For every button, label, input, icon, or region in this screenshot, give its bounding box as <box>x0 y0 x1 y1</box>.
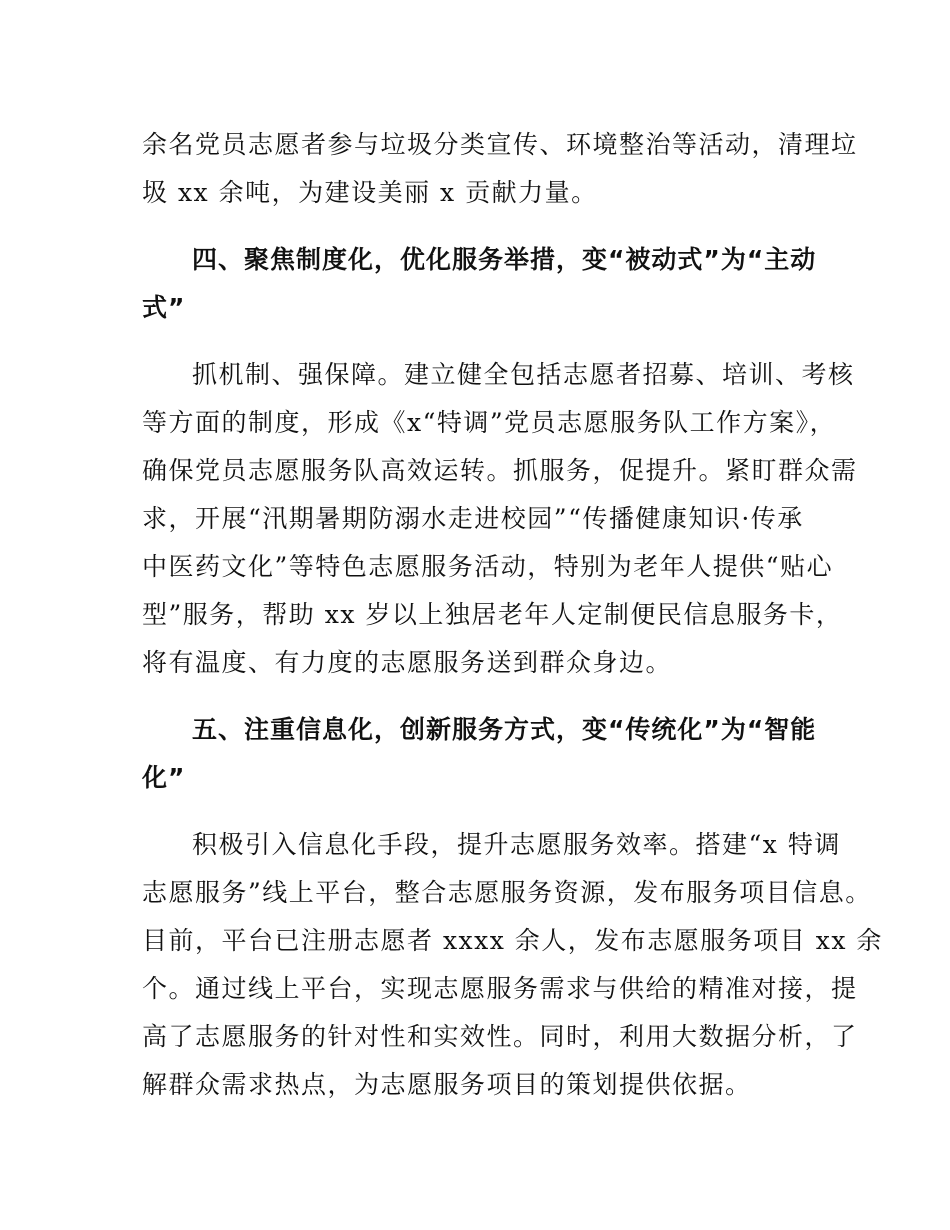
section-heading: 四、聚焦制度化，优化服务举措，变“被动式”为“主动 <box>192 245 817 274</box>
section-heading: 化” <box>142 763 186 792</box>
paragraph-line: 将有温度、有力度的志愿服务送到群众身边。 <box>142 648 673 677</box>
paragraph-line: 等方面的制度，形成《x“特调”党员志愿服务队工作方案》， <box>142 408 837 437</box>
paragraph-line: 个。通过线上平台，实现志愿服务需求与供给的精准对接，提 <box>142 974 858 1003</box>
paragraph-line: 求，开展“汛期暑期防溺水走进校园”“传播健康知识·传承 <box>142 504 804 533</box>
paragraph-line: 型”服务，帮助 xx 岁以上独居老年人定制便民信息服务卡， <box>142 600 843 629</box>
paragraph-line: 抓机制、强保障。建立健全包括志愿者招募、培训、考核 <box>192 360 855 389</box>
paragraph-line: 高了志愿服务的针对性和实效性。同时，利用大数据分析，了 <box>142 1022 858 1051</box>
paragraph-line: 积极引入信息化手段，提升志愿服务效率。搭建“x 特调 <box>192 830 841 859</box>
paragraph-line: 志愿服务”线上平台，整合志愿服务资源，发布服务项目信息。 <box>142 878 872 907</box>
paragraph-line: 余名党员志愿者参与垃圾分类宣传、环境整治等活动，清理垃 <box>142 130 858 159</box>
section-heading: 式” <box>142 293 186 322</box>
section-heading: 五、注重信息化，创新服务方式，变“传统化”为“智能 <box>192 715 817 744</box>
paragraph-line: 解群众需求热点，为志愿服务项目的策划提供依据。 <box>142 1070 752 1099</box>
paragraph-line: 确保党员志愿服务队高效运转。抓服务，促提升。紧盯群众需 <box>142 456 858 485</box>
paragraph-line: 目前，平台已注册志愿者 xxxx 余人，发布志愿服务项目 xx 余 <box>142 926 883 955</box>
paragraph-line: 中医药文化”等特色志愿服务活动，特别为老年人提供“贴心 <box>142 552 834 581</box>
paragraph-line: 圾 xx 余吨，为建设美丽 x 贡献力量。 <box>142 178 598 207</box>
